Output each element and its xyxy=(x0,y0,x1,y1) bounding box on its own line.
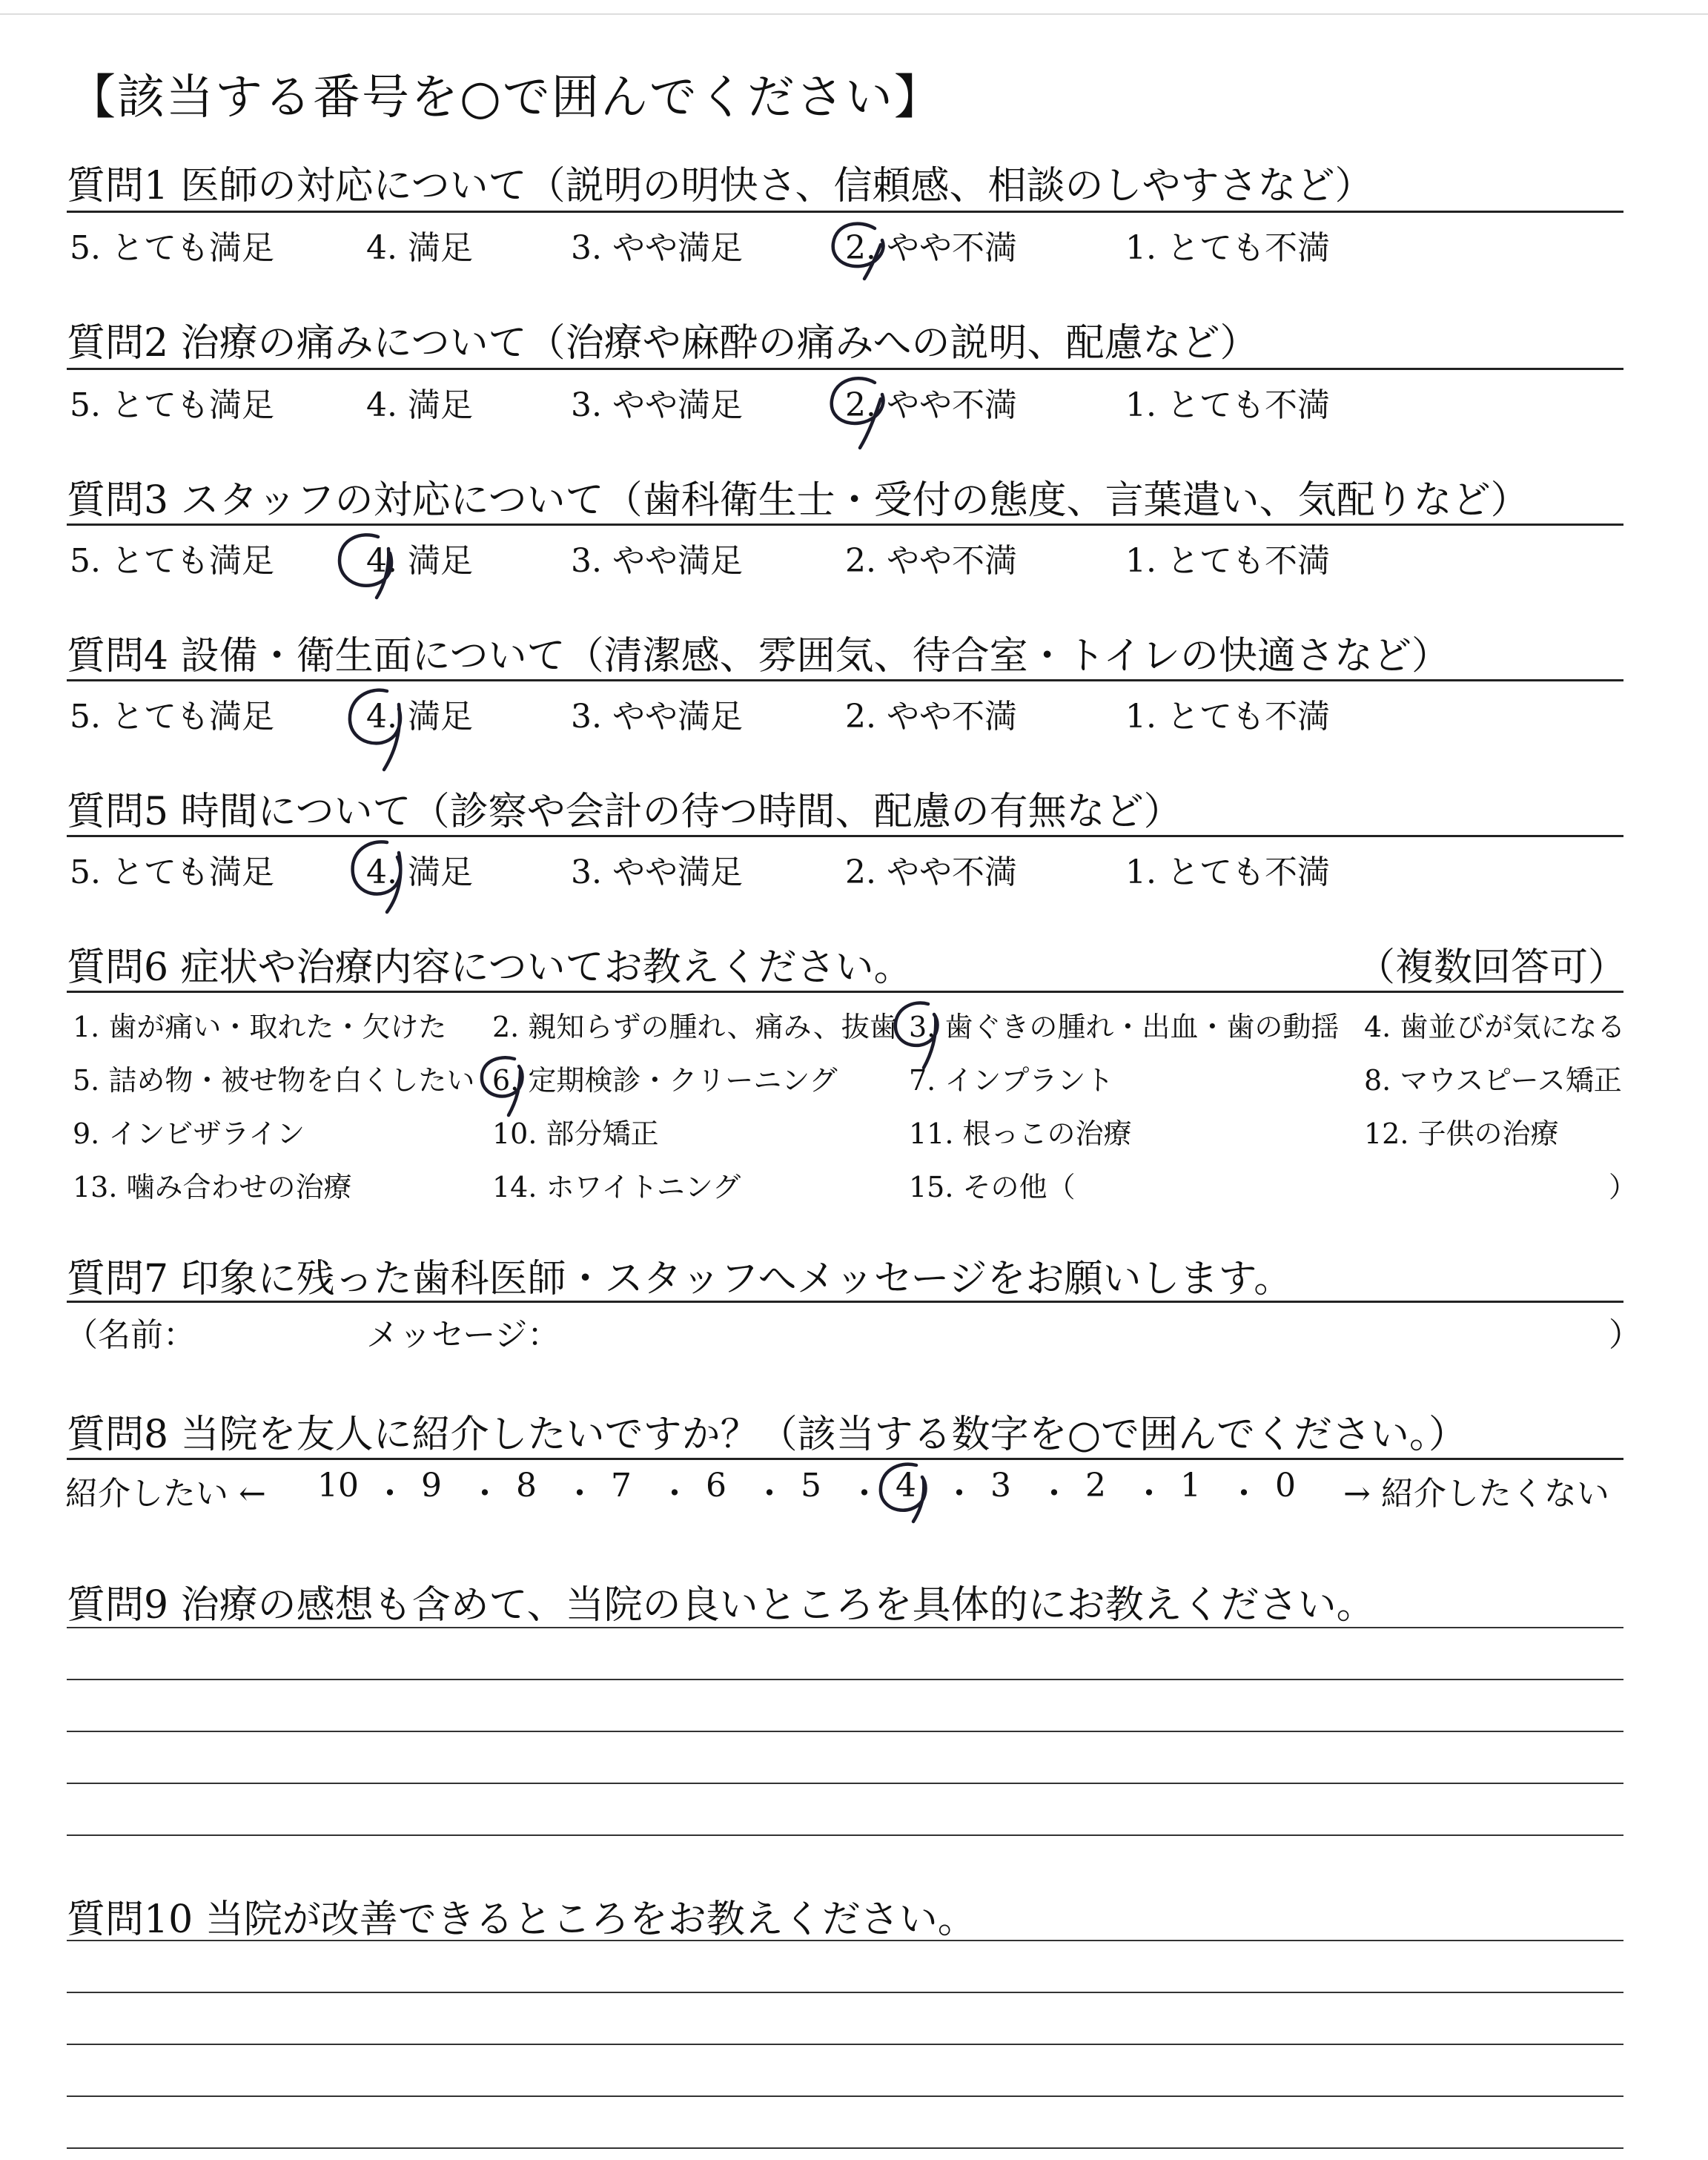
question-7-title: 質問7 印象に残った歯科医師・スタッフへメッセージをお願いします。 xyxy=(67,1257,1293,1301)
q6-option-1[interactable]: 1. 歯が痛い・取れた・欠けた xyxy=(73,1011,447,1043)
q10-answer-line-1[interactable] xyxy=(67,1940,1623,1941)
q6-other-close-paren: ） xyxy=(1609,1171,1638,1203)
q5-option-4[interactable]: 4. 満足 xyxy=(366,853,473,891)
question-5-rule xyxy=(67,835,1623,837)
q9-answer-line-2[interactable] xyxy=(67,1679,1623,1680)
q4-option-5[interactable]: 5. とても満足 xyxy=(70,698,274,736)
q8-scale-value-10[interactable]: 10 xyxy=(317,1467,359,1505)
question-1-title: 質問1 医師の対応について（説明の明快さ、信頼感、相談のしやすさなど） xyxy=(67,164,1374,208)
q5-option-2[interactable]: 2. やや不満 xyxy=(845,853,1017,891)
q10-answer-line-3[interactable] xyxy=(67,2044,1623,2045)
q4-option-4[interactable]: 4. 満足 xyxy=(366,698,473,736)
q1-option-2[interactable]: 2. やや不満 xyxy=(845,229,1017,267)
q6-option-7[interactable]: 7. インプラント xyxy=(909,1064,1114,1097)
q8-scale-value-7[interactable]: 7 xyxy=(611,1467,632,1505)
q3-option-3[interactable]: 3. やや満足 xyxy=(571,542,743,580)
q9-answer-line-1[interactable] xyxy=(67,1627,1623,1628)
question-6-rule xyxy=(67,991,1623,993)
q5-option-5[interactable]: 5. とても満足 xyxy=(70,853,274,891)
question-6-title: 質問6 症状や治療内容についてお教えください。 xyxy=(67,945,913,990)
q8-right-label: → 紹介したくない xyxy=(1343,1475,1609,1513)
q9-answer-line-5[interactable] xyxy=(67,1834,1623,1836)
q2-option-4[interactable]: 4. 満足 xyxy=(366,386,473,424)
q8-scale-value-5[interactable]: 5 xyxy=(801,1467,821,1505)
question-3-rule xyxy=(67,524,1623,526)
q6-option-6[interactable]: 6. 定期検診・クリーニング xyxy=(492,1064,838,1097)
q7-name-label: （名前： xyxy=(65,1316,196,1354)
question-8-rule xyxy=(67,1458,1623,1460)
q3-option-4[interactable]: 4. 満足 xyxy=(366,542,473,580)
q6-option-8[interactable]: 8. マウスピース矯正 xyxy=(1364,1064,1622,1097)
question-10-title: 質問10 当院が改善できるところをお教えください。 xyxy=(67,1898,976,1942)
q3-option-1[interactable]: 1. とても不満 xyxy=(1125,542,1330,580)
q8-scale-separator: ・ xyxy=(753,1475,786,1513)
q8-scale-separator: ・ xyxy=(563,1475,596,1513)
q2-option-1[interactable]: 1. とても不満 xyxy=(1125,386,1330,424)
q8-scale-value-4[interactable]: 4 xyxy=(896,1467,916,1505)
q8-scale-separator: ・ xyxy=(374,1475,406,1513)
q6-option-15[interactable]: 15. その他（ xyxy=(909,1171,1076,1203)
q1-option-1[interactable]: 1. とても不満 xyxy=(1125,229,1330,267)
q8-scale-value-2[interactable]: 2 xyxy=(1085,1467,1106,1505)
q1-option-3[interactable]: 3. やや満足 xyxy=(571,229,743,267)
q5-option-1[interactable]: 1. とても不満 xyxy=(1125,853,1330,891)
q8-scale-separator: ・ xyxy=(1133,1475,1165,1513)
q4-option-2[interactable]: 2. やや不満 xyxy=(845,698,1017,736)
q10-answer-line-5[interactable] xyxy=(67,2147,1623,2149)
q6-option-11[interactable]: 11. 根っこの治療 xyxy=(909,1117,1132,1150)
q8-scale-separator: ・ xyxy=(1038,1475,1070,1513)
q6-option-5[interactable]: 5. 詰め物・被せ物を白くしたい xyxy=(73,1064,475,1097)
q8-scale-value-6[interactable]: 6 xyxy=(706,1467,726,1505)
q4-option-1[interactable]: 1. とても不満 xyxy=(1125,698,1330,736)
question-7-rule xyxy=(67,1301,1623,1303)
q6-option-9[interactable]: 9. インビザライン xyxy=(73,1117,305,1150)
q2-option-2[interactable]: 2. やや不満 xyxy=(845,386,1017,424)
q6-option-12[interactable]: 12. 子供の治療 xyxy=(1364,1117,1559,1150)
q6-option-3[interactable]: 3. 歯ぐきの腫れ・出血・歯の動揺 xyxy=(909,1011,1340,1043)
q8-scale-separator: ・ xyxy=(943,1475,976,1513)
q5-option-3[interactable]: 3. やや満足 xyxy=(571,853,743,891)
question-3-title: 質問3 スタッフの対応について（歯科衛生士・受付の態度、言葉遣い、気配りなど） xyxy=(67,478,1529,523)
q7-message-label: メッセージ： xyxy=(366,1316,560,1354)
q3-option-2[interactable]: 2. やや不満 xyxy=(845,542,1017,580)
q8-left-label: 紹介したい ← xyxy=(65,1475,266,1513)
q6-option-4[interactable]: 4. 歯並びが気になる xyxy=(1364,1011,1626,1043)
q4-option-3[interactable]: 3. やや満足 xyxy=(571,698,743,736)
q2-option-3[interactable]: 3. やや満足 xyxy=(571,386,743,424)
q9-answer-line-4[interactable] xyxy=(67,1783,1623,1784)
question-4-title: 質問4 設備・衛生面について（清潔感、雰囲気、待合室・トイレの快適さなど） xyxy=(67,634,1450,678)
q1-option-4[interactable]: 4. 満足 xyxy=(366,229,473,267)
question-2-title: 質問2 治療の痛みについて（治療や麻酔の痛みへの説明、配慮など） xyxy=(67,321,1259,366)
question-9-title: 質問9 治療の感想も含めて、当院の良いところを具体的にお教えください。 xyxy=(67,1583,1375,1628)
q8-scale-value-1[interactable]: 1 xyxy=(1180,1467,1201,1505)
question-8-title: 質問8 当院を友人に紹介したいですか？（該当する数字を○で囲んでください。） xyxy=(67,1413,1467,1457)
question-6-note: （複数回答可） xyxy=(1357,945,1627,990)
q3-option-5[interactable]: 5. とても満足 xyxy=(70,542,274,580)
instruction-header: 【該当する番号を○で囲んでください】 xyxy=(68,70,943,125)
question-2-rule xyxy=(67,368,1623,370)
page-top-edge xyxy=(0,13,1708,15)
q10-answer-line-2[interactable] xyxy=(67,1992,1623,1993)
q9-answer-line-3[interactable] xyxy=(67,1731,1623,1732)
q8-scale-separator: ・ xyxy=(1228,1475,1260,1513)
q2-option-5[interactable]: 5. とても満足 xyxy=(70,386,274,424)
q6-option-13[interactable]: 13. 噛み合わせの治療 xyxy=(73,1171,352,1203)
q6-option-10[interactable]: 10. 部分矯正 xyxy=(492,1117,659,1150)
q8-scale-value-0[interactable]: 0 xyxy=(1275,1467,1296,1505)
q7-close-paren: ） xyxy=(1609,1316,1641,1354)
q6-option-14[interactable]: 14. ホワイトニング xyxy=(492,1171,741,1203)
question-5-title: 質問5 時間について（診察や会計の待つ時間、配慮の有無など） xyxy=(67,790,1182,834)
q8-scale-value-3[interactable]: 3 xyxy=(990,1467,1011,1505)
q8-scale-value-8[interactable]: 8 xyxy=(516,1467,537,1505)
question-1-rule xyxy=(67,211,1623,213)
q8-scale-separator: ・ xyxy=(469,1475,501,1513)
q1-option-5[interactable]: 5. とても満足 xyxy=(70,229,274,267)
q6-option-2[interactable]: 2. 親知らずの腫れ、痛み、抜歯 xyxy=(492,1011,898,1043)
question-4-rule xyxy=(67,679,1623,681)
q8-scale-separator: ・ xyxy=(848,1475,881,1513)
q8-scale-separator: ・ xyxy=(658,1475,691,1513)
q8-scale-value-9[interactable]: 9 xyxy=(421,1467,442,1505)
q10-answer-line-4[interactable] xyxy=(67,2095,1623,2097)
